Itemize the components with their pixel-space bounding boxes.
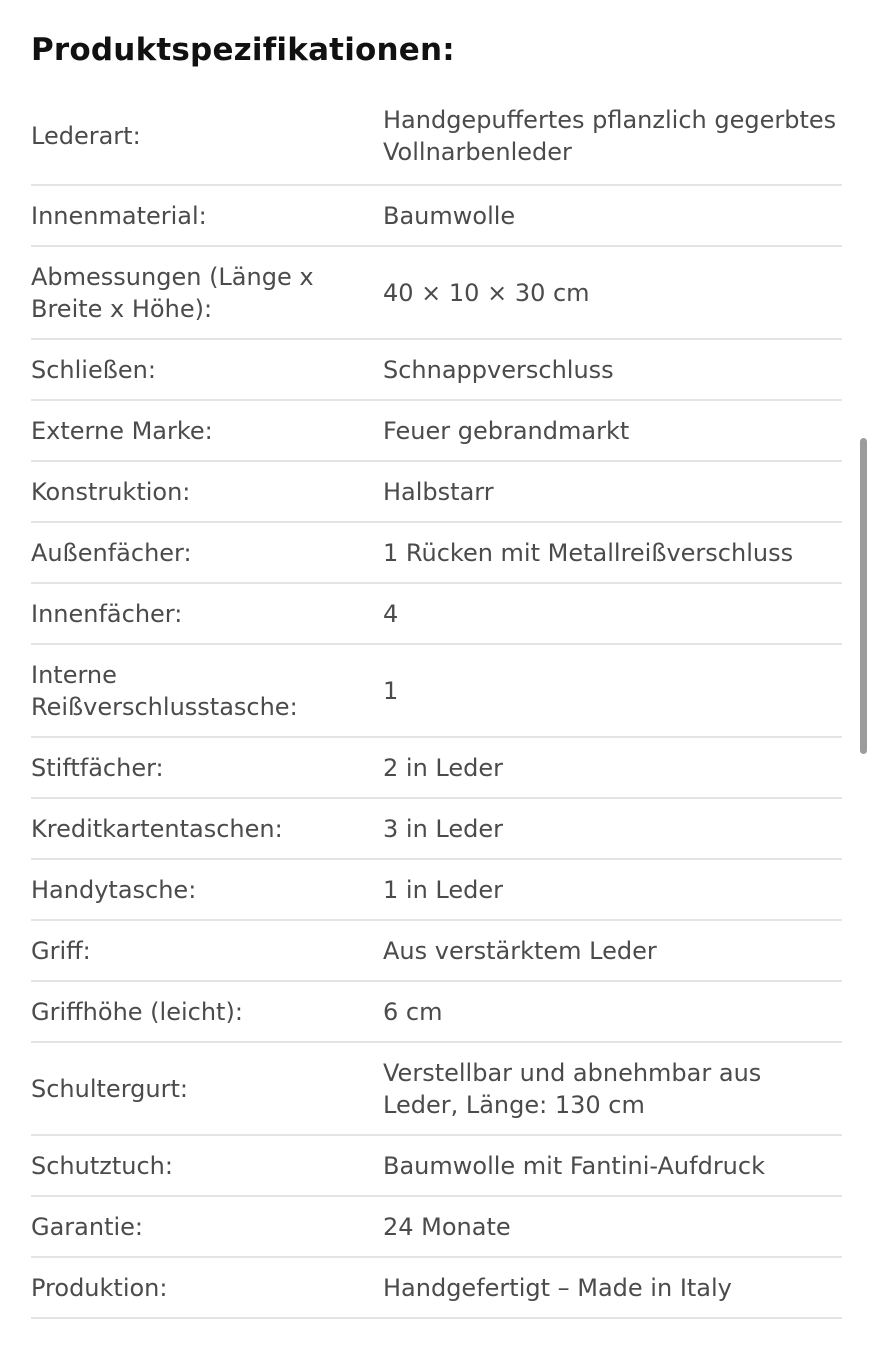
- table-row: [31, 185, 842, 246]
- spec-value: Aus verstärktem Leder: [383, 920, 842, 981]
- spec-value: Feuer gebrandmarkt: [383, 400, 842, 461]
- spec-label: Innenfächer:: [31, 583, 383, 644]
- spec-label: Stiftfächer:: [31, 737, 383, 798]
- spec-value: 1 Rücken mit Metallreißverschluss: [383, 522, 842, 583]
- table-row: [31, 583, 842, 644]
- spec-value: Halbstarr: [383, 461, 842, 522]
- spec-value: 40 × 10 × 30 cm: [383, 246, 842, 339]
- table-row: [31, 798, 842, 859]
- spec-label: Garantie:: [31, 1196, 383, 1257]
- product-specs-section: [31, 0, 842, 1319]
- spec-value: Handgepuffertes pflanzlich gegerbtes Vollnarbenleder: [383, 88, 842, 185]
- scrollbar-thumb[interactable]: [860, 438, 867, 754]
- spec-label: Handytasche:: [31, 859, 383, 920]
- table-row: [31, 737, 842, 798]
- spec-value: 2 in Leder: [383, 737, 842, 798]
- specs-table: [31, 88, 842, 1319]
- spec-label: Kreditkartentaschen:: [31, 798, 383, 859]
- section-heading: Produktspezifikationen:: [31, 32, 455, 68]
- spec-value: Schnappverschluss: [383, 339, 842, 400]
- spec-label: Konstruktion:: [31, 461, 383, 522]
- spec-value: Baumwolle mit Fantini-Aufdruck: [383, 1135, 842, 1196]
- vertical-scrollbar[interactable]: [860, 438, 867, 754]
- spec-value: 6 cm: [383, 981, 842, 1042]
- table-row: [31, 339, 842, 400]
- spec-label: Innenmaterial:: [31, 185, 383, 246]
- spec-label: Außenfächer:: [31, 522, 383, 583]
- spec-value: 3 in Leder: [383, 798, 842, 859]
- table-row: [31, 88, 842, 185]
- spec-value: Baumwolle: [383, 185, 842, 246]
- table-row: [31, 644, 842, 737]
- table-row: [31, 859, 842, 920]
- table-row: [31, 1257, 842, 1318]
- spec-label: Interne Reißverschlusstasche:: [31, 644, 383, 737]
- spec-label: Produktion:: [31, 1257, 383, 1318]
- spec-value: 1: [383, 644, 842, 737]
- table-row: [31, 1135, 842, 1196]
- spec-label: Schutztuch:: [31, 1135, 383, 1196]
- spec-label: Schultergurt:: [31, 1042, 383, 1135]
- table-row: [31, 400, 842, 461]
- table-row: [31, 981, 842, 1042]
- spec-label: Externe Marke:: [31, 400, 383, 461]
- table-row: [31, 920, 842, 981]
- table-row: [31, 246, 842, 339]
- spec-label: Schließen:: [31, 339, 383, 400]
- spec-value: 24 Monate: [383, 1196, 842, 1257]
- spec-value: 4: [383, 583, 842, 644]
- table-row: [31, 522, 842, 583]
- spec-label: Griff:: [31, 920, 383, 981]
- spec-label: Abmessungen (Länge x Breite x Höhe):: [31, 246, 383, 339]
- table-row: [31, 1196, 842, 1257]
- table-row: [31, 1042, 842, 1135]
- spec-value: Handgefertigt – Made in Italy: [383, 1257, 842, 1318]
- spec-label: Griffhöhe (leicht):: [31, 981, 383, 1042]
- spec-label: Lederart:: [31, 88, 383, 185]
- spec-value: 1 in Leder: [383, 859, 842, 920]
- table-row: [31, 461, 842, 522]
- spec-value: Verstellbar und abnehmbar aus Leder, Länge: 130 cm: [383, 1042, 842, 1135]
